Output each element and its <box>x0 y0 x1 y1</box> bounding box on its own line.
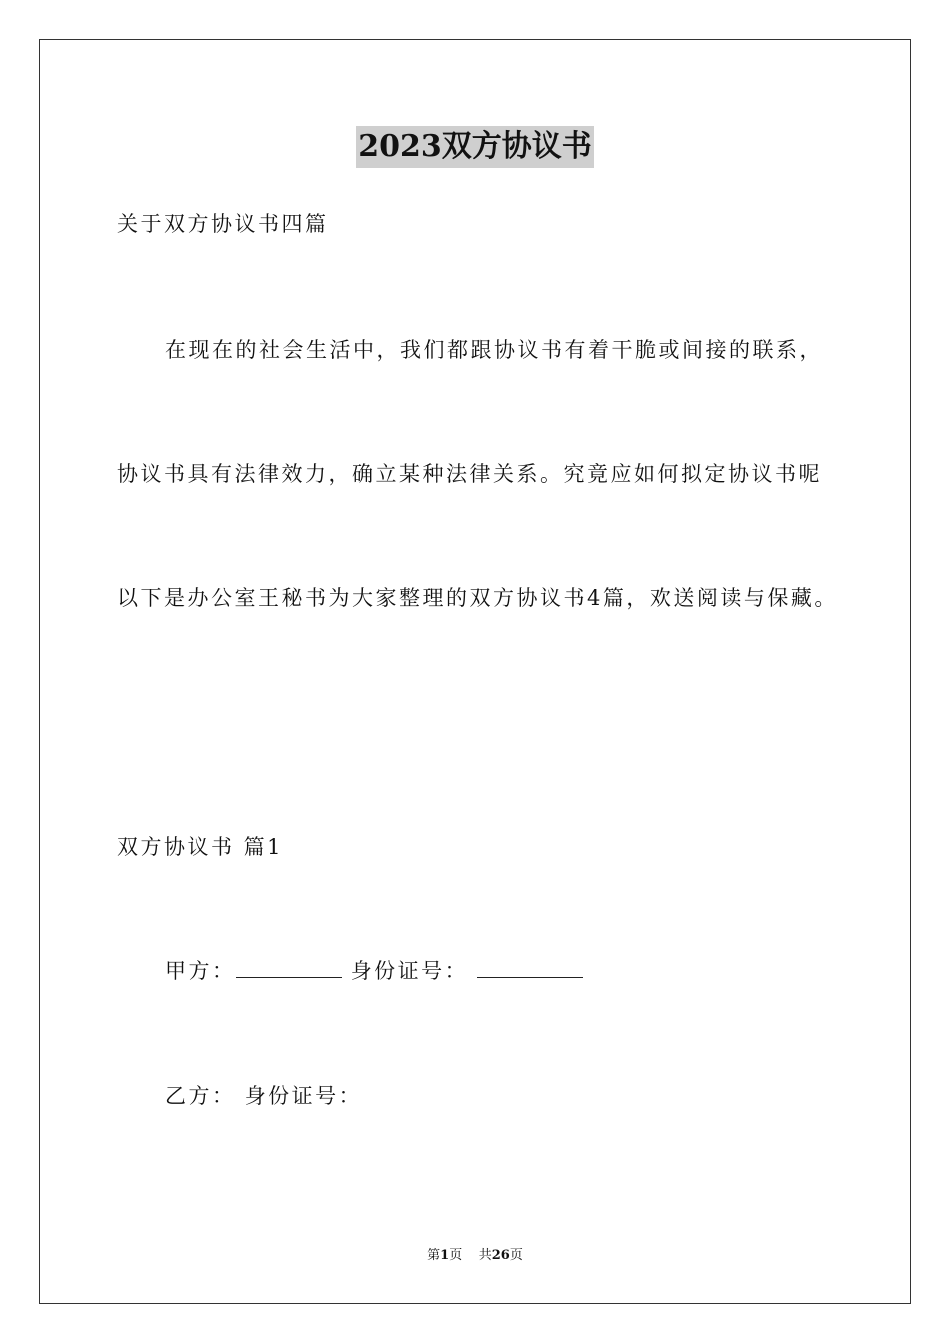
party-b-id-label: 身份证号： <box>244 1084 363 1108</box>
intro-line-3: 以下是办公室王秘书为大家整理的双方协议书4篇，欢送阅读与保藏。 <box>117 586 838 610</box>
footer-total-suffix: 页 <box>509 1248 523 1263</box>
party-a-name-blank <box>236 959 342 978</box>
party-a-label: 甲方： <box>165 959 236 983</box>
title-container <box>0 126 950 168</box>
intro-line-2: 协议书具有法律效力，确立某种法律关系。究竟应如何拟定协议书呢 <box>117 462 822 486</box>
intro-line-1: 在现在的社会生活中，我们都跟协议书有着干脆或间接的联系， <box>165 338 823 362</box>
party-a-id-blank <box>477 959 583 978</box>
party-b-label: 乙方： <box>165 1084 236 1108</box>
footer-page-prefix: 第 <box>427 1248 441 1263</box>
page-footer <box>0 1246 950 1266</box>
footer-total-number: 26 <box>491 1248 510 1263</box>
party-b-row <box>165 1082 362 1110</box>
party-a-row <box>165 957 583 985</box>
footer-page-number: 1 <box>440 1248 450 1263</box>
document-subtitle: 关于双方协议书四篇 <box>117 212 329 236</box>
section-heading: 双方协议书 篇1 <box>117 835 284 859</box>
document-title: 2023双方协议书 <box>356 126 594 168</box>
footer-total-prefix: 共 <box>478 1248 492 1263</box>
footer-page-suffix: 页 <box>449 1248 463 1263</box>
party-a-id-label: 身份证号： <box>350 959 469 983</box>
